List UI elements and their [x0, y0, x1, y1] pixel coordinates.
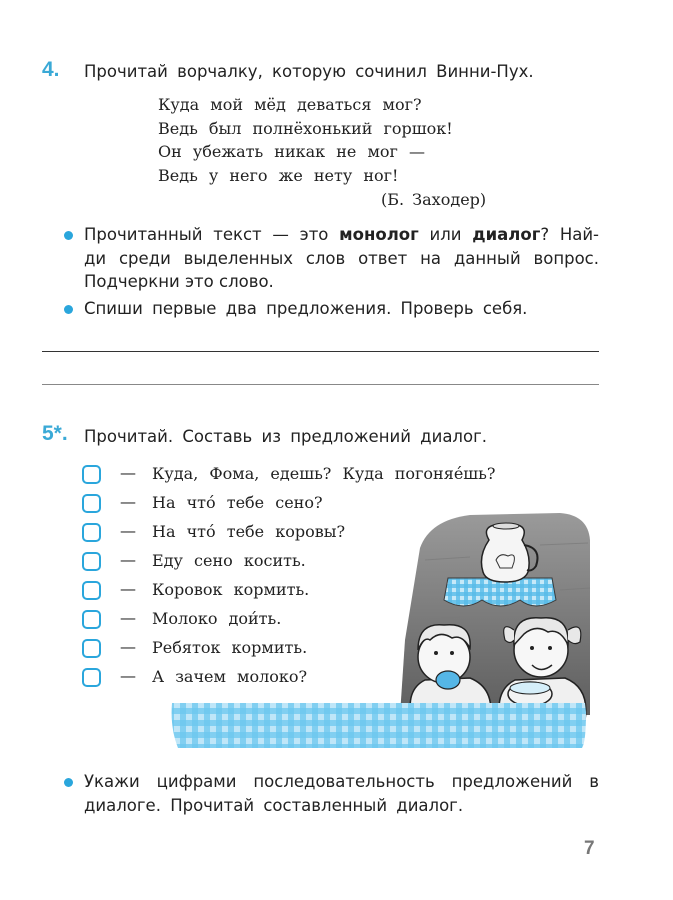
- question-text-a: Прочитанный текст — это: [84, 225, 340, 244]
- order-number-box[interactable]: [82, 494, 101, 513]
- dash: —: [120, 608, 136, 627]
- dialog-line-text: Коровок кормить.: [152, 580, 310, 599]
- question-line-2: ди среди выделенных слов ответ на данный вопрос.: [84, 248, 599, 268]
- poem-line-4: Ведь у него же нету ног!: [158, 165, 399, 185]
- order-number-box[interactable]: [82, 552, 101, 571]
- order-number-box[interactable]: [82, 581, 101, 600]
- question-text-c: или: [418, 225, 473, 244]
- dialog-line-text: На что́ тебе сено?: [152, 493, 323, 512]
- dialog-line-text: Куда, Фома, едешь? Куда погоняе́шь?: [152, 464, 496, 483]
- poem-line-1: Куда мой мёд деваться мог?: [158, 95, 422, 114]
- word-dialog: диалог: [472, 225, 541, 244]
- order-number-box[interactable]: [82, 668, 101, 687]
- dash: —: [120, 666, 136, 685]
- order-number-box[interactable]: [82, 465, 101, 484]
- task-5-order-block: [64, 770, 599, 817]
- poem-author: (Б. Заходер): [381, 190, 487, 209]
- bullet-dot: [64, 778, 73, 787]
- task-5-instruction: Прочитай. Составь из предложений диалог.: [84, 427, 487, 446]
- dialog-line-text: На что́ тебе коровы?: [152, 522, 346, 541]
- dash: —: [120, 637, 136, 656]
- order-number-box[interactable]: [82, 610, 101, 629]
- dash: —: [120, 463, 136, 482]
- task-5-order-instruction: [84, 770, 599, 817]
- dash: —: [120, 492, 136, 511]
- dialog-line-text: Ребяток кормить.: [152, 638, 308, 657]
- task-4-number: 4.: [42, 58, 60, 81]
- task-5-number: 5*.: [42, 422, 68, 445]
- order-number-box[interactable]: [82, 639, 101, 658]
- question-line-3: Подчеркни это слово.: [84, 272, 274, 291]
- order-line-2: диалоге. Прочитай составленный диалог.: [84, 795, 464, 815]
- page-number: 7: [584, 838, 595, 859]
- question-text-e: ? Най-: [540, 225, 600, 244]
- word-monolog: монолог: [339, 225, 419, 244]
- task-4-copy-instruction: Спиши первые два предложения. Проверь себя.: [84, 299, 528, 318]
- dash: —: [120, 579, 136, 598]
- dash: —: [120, 550, 136, 569]
- poem-line-2: Ведь был полнёхонький горшок!: [158, 118, 453, 138]
- dialog-line-text: Молоко дои́ть.: [152, 609, 282, 628]
- order-number-box[interactable]: [82, 523, 101, 542]
- order-line-1: Укажи цифрами последовательность предложений в: [84, 772, 599, 791]
- poem-line-3: Он убежать никак не мог —: [158, 142, 426, 161]
- dialog-line-text: Еду сено косить.: [152, 551, 306, 570]
- dash: —: [120, 521, 136, 540]
- dialog-line-text: А зачем молоко?: [152, 667, 308, 686]
- task-4-instruction: Прочитай ворчалку, которую сочинил Винни-Пух.: [84, 62, 534, 81]
